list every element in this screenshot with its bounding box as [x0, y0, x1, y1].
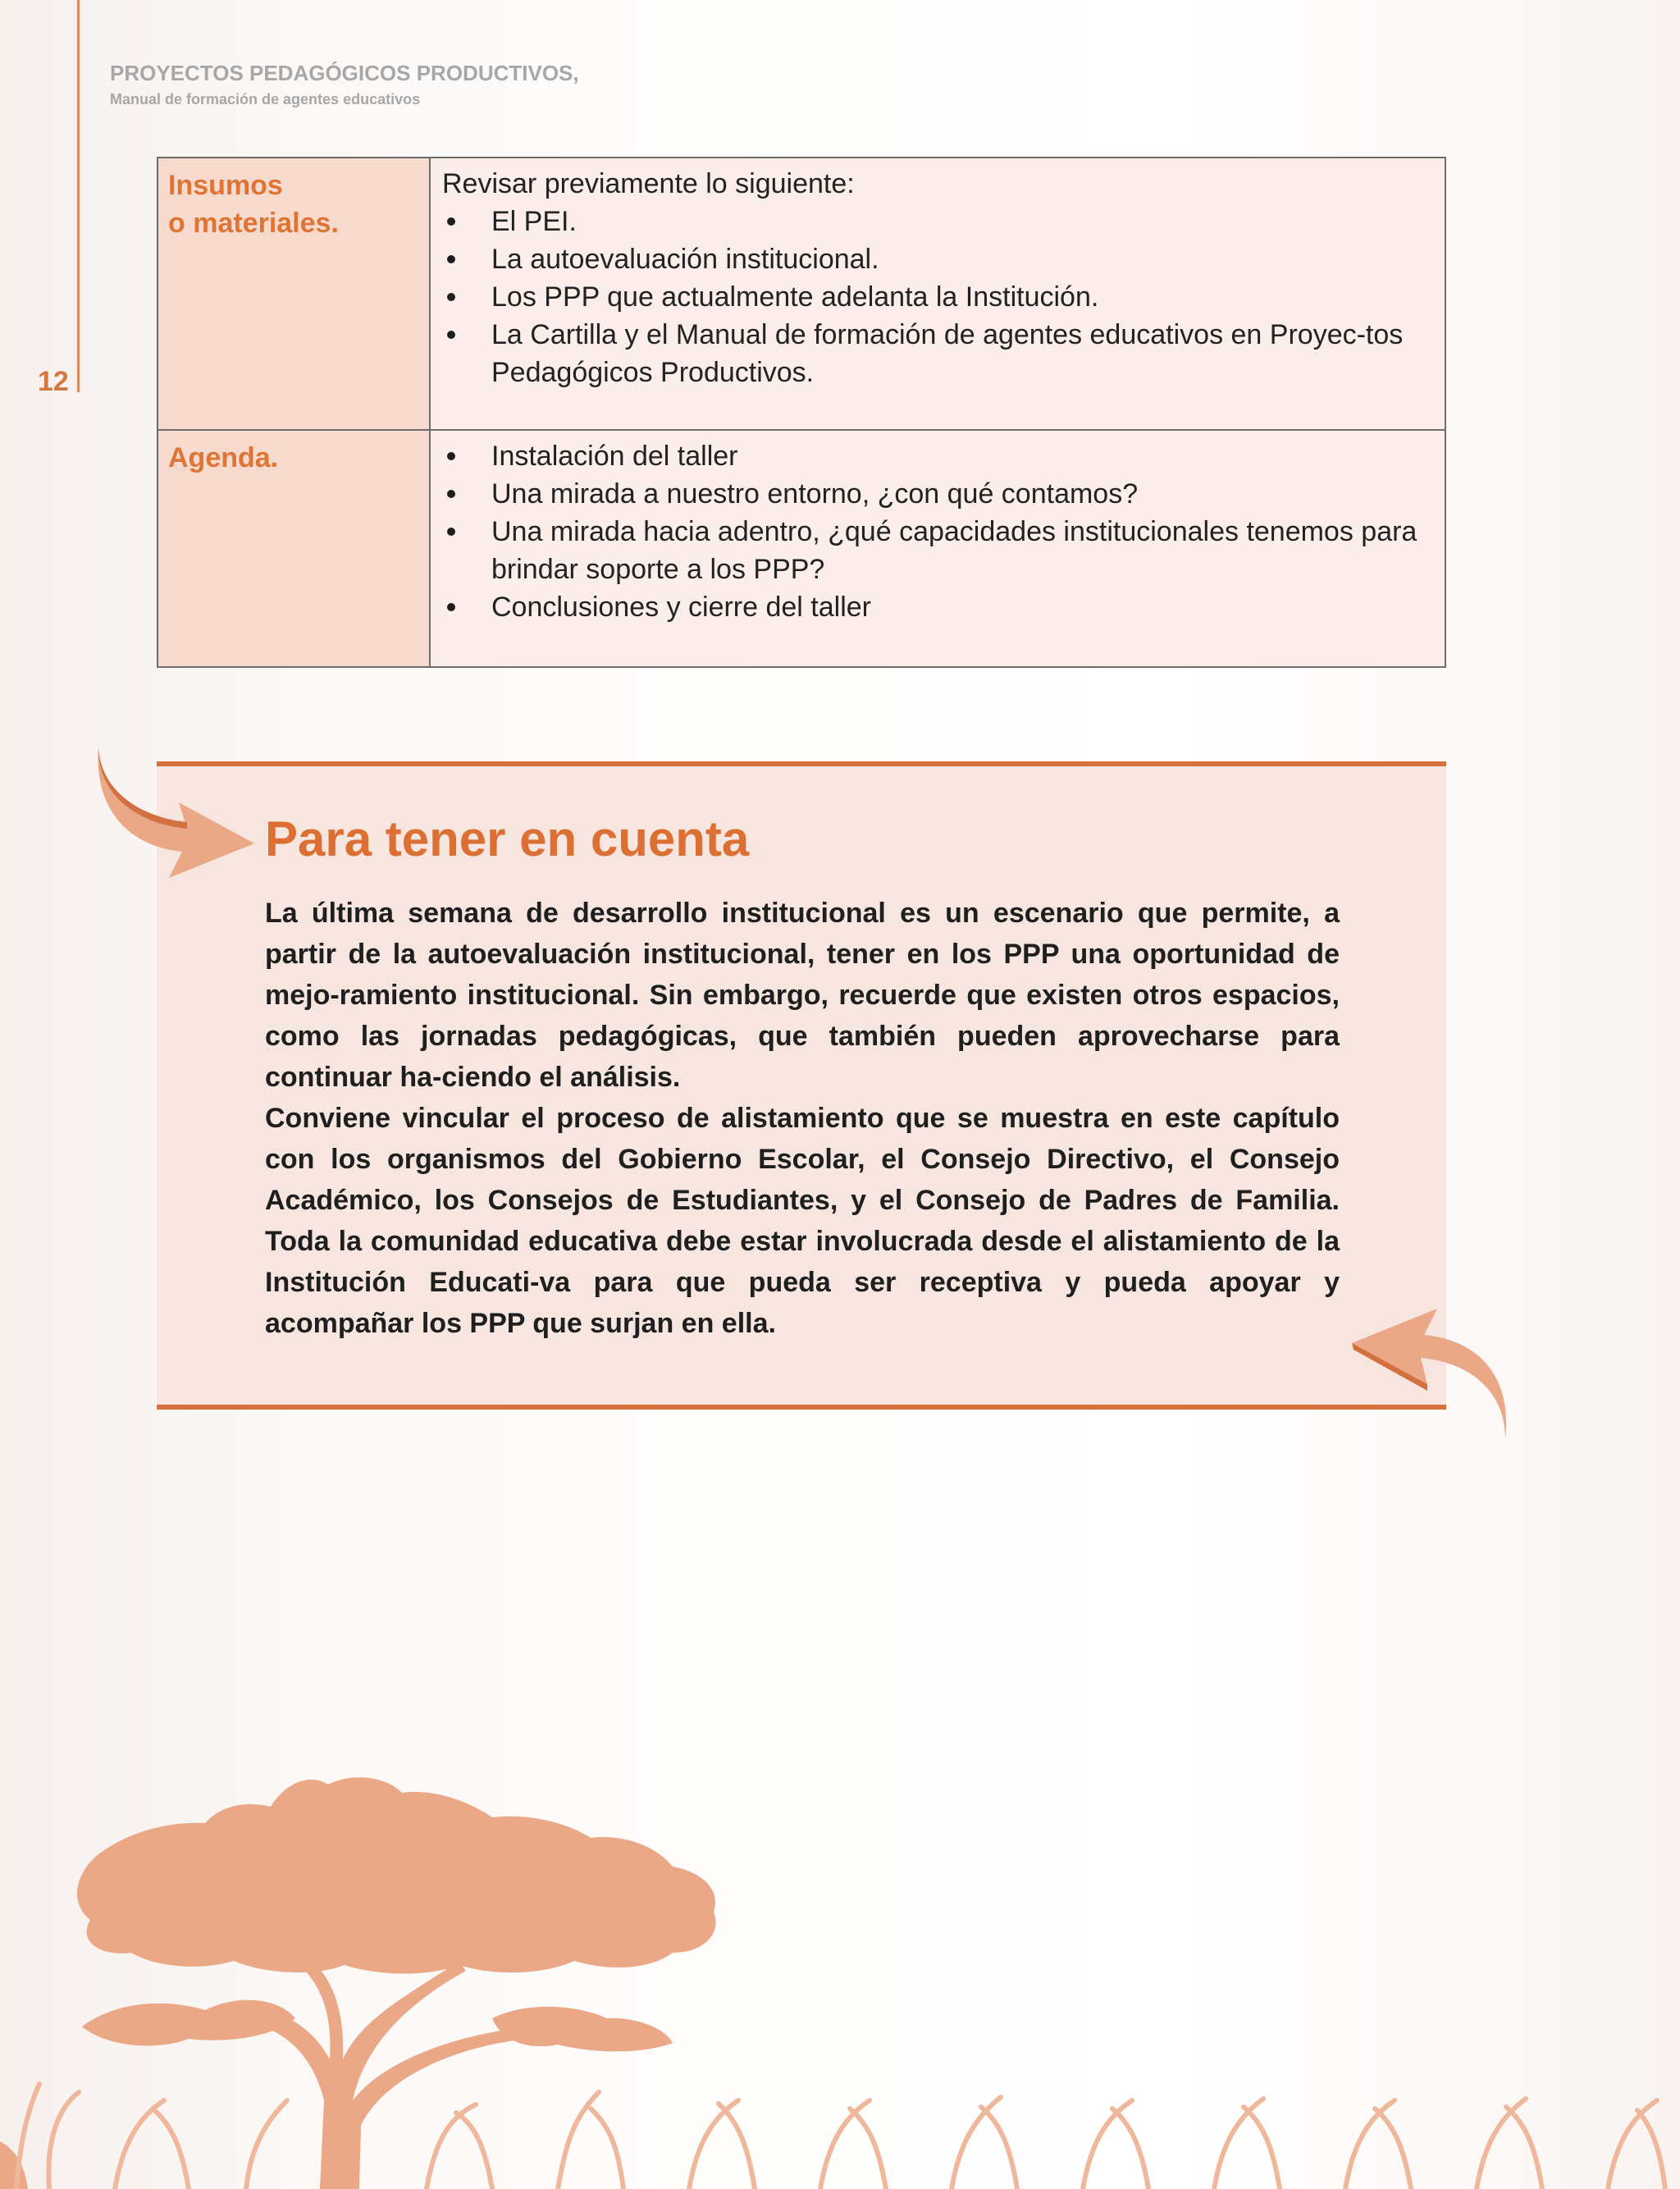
- materials-list: [442, 203, 1433, 391]
- workshop-table: [157, 157, 1446, 668]
- curved-arrow-icon: [90, 738, 262, 886]
- label-line: o materiales.: [168, 208, 339, 239]
- list-item: Conclusiones y cierre del taller: [442, 588, 1433, 626]
- page-number: 12: [38, 366, 69, 397]
- curved-arrow-icon: [1345, 1300, 1518, 1448]
- note-text: [265, 893, 1340, 1344]
- note-paragraph: Conviene vincular el proceso de alistamiento que se muestra en este capítulo con los organismos del Gobierno Escolar, el Consejo Directivo, el Consejo Académico, los Consejos de Estudiantes, y el Consejo de Padres de Familia. Toda la comunidad educativa debe estar involucrada desde el alistamiento de la Institución Educati-va para que pueda ser receptiva y pueda apoyar y acompañar los PPP que surjan en ella.: [265, 1103, 1340, 1339]
- agenda-list: [442, 437, 1433, 626]
- table-label-materials: [158, 158, 431, 431]
- table-cell-materials: [431, 158, 1445, 431]
- list-item: La Cartilla y el Manual de formación de agentes educativos en Proyec-tos Pedagógicos Productivos.: [442, 316, 1418, 391]
- note-paragraph: La última semana de desarrollo institucional es un escenario que permite, a partir de la autoevaluación institucional, tener en los PPP una oportunidad de mejo-ramiento institucional. Sin embargo, recuerde que existen otros espacios, como las jornadas pedagógicas, que también pueden aprovecharse para continuar ha-ciendo el análisis.: [265, 898, 1340, 1093]
- list-item: Una mirada a nuestro entorno, ¿con qué contamos?: [442, 475, 1433, 513]
- margin-rule: [77, 0, 80, 392]
- list-item: La autoevaluación institucional.: [442, 240, 1433, 278]
- list-item: Una mirada hacia adentro, ¿qué capacidades institucionales tenemos para brindar soporte a los PPP?: [442, 513, 1418, 588]
- running-head-title: PROYECTOS PEDAGÓGICOS PRODUCTIVOS,: [110, 61, 579, 85]
- list-item: Instalación del taller: [442, 437, 1433, 475]
- running-head: [110, 61, 579, 108]
- table-label-agenda: [158, 431, 431, 666]
- list-item: El PEI.: [442, 203, 1433, 240]
- list-item: Los PPP que actualmente adelanta la Institución.: [442, 278, 1433, 316]
- acacia-tree-illustration: [0, 1756, 1680, 2189]
- note-title: Para tener en cuenta: [265, 811, 750, 866]
- materials-intro: Revisar previamente lo siguiente:: [442, 168, 855, 199]
- label-line: Agenda.: [168, 442, 279, 473]
- running-head-subtitle: Manual de formación de agentes educativos: [110, 91, 421, 107]
- label-line: Insumos: [168, 170, 283, 201]
- table-cell-agenda: [431, 431, 1445, 666]
